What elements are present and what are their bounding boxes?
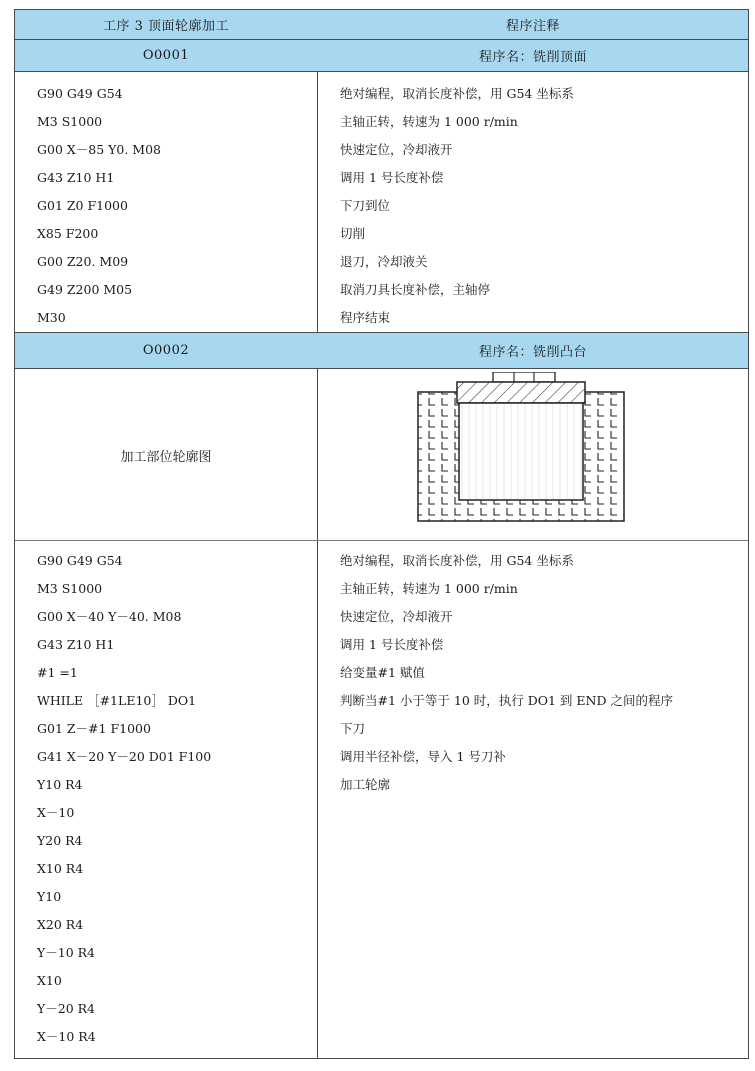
code-comment: 下刀 xyxy=(340,721,366,736)
nc-code: X－10 xyxy=(37,805,75,820)
profile-drawing xyxy=(410,372,630,532)
nc-code: G00 X－40 Y－40. M08 xyxy=(37,609,182,624)
program-1-name: 程序名：铣削顶面 xyxy=(478,50,587,65)
table-row xyxy=(15,855,748,883)
nc-code: G41 X－20 Y－20 D01 F100 xyxy=(37,749,212,764)
table-header xyxy=(15,10,748,39)
nc-code: X20 R4 xyxy=(37,917,84,932)
table-row xyxy=(15,659,748,687)
code-comment: 下刀到位 xyxy=(340,198,391,213)
program-1-header xyxy=(15,40,748,71)
code-comment: 切削 xyxy=(340,226,366,241)
program-2-name: 程序名：铣削凸台 xyxy=(478,345,587,360)
nc-code: X－10 R4 xyxy=(37,1029,96,1044)
nc-code: G49 Z200 M05 xyxy=(37,282,133,297)
rule xyxy=(15,540,748,541)
code-comment: 主轴正转，转速为 1 000 r/min xyxy=(340,114,518,129)
table-row xyxy=(15,799,748,827)
nc-code: Y－10 R4 xyxy=(37,945,95,960)
table-row xyxy=(15,883,748,911)
nc-code: G00 X－85 Y0. M08 xyxy=(37,142,161,157)
table-row xyxy=(15,248,748,276)
table-row xyxy=(15,743,748,771)
code-comment: 调用半径补偿，导入 1 号刀补 xyxy=(340,749,506,764)
nc-code: Y－20 R4 xyxy=(37,1001,95,1016)
table-row xyxy=(15,939,748,967)
table-row xyxy=(15,995,748,1023)
table-row xyxy=(15,164,748,192)
nc-code: X10 R4 xyxy=(37,861,84,876)
nc-code: G90 G49 G54 xyxy=(37,86,123,101)
nc-code: G00 Z20. M09 xyxy=(37,254,129,269)
table-row xyxy=(15,715,748,743)
code-comment: 判断当#1 小于等于 10 时，执行 DO1 到 END 之间的程序 xyxy=(340,693,673,708)
table-row xyxy=(15,967,748,995)
program-2-number: O0002 xyxy=(142,343,190,358)
nc-code: M3 S1000 xyxy=(37,114,103,129)
table-row xyxy=(15,687,748,715)
header-comment: 程序注释 xyxy=(505,19,560,34)
rule xyxy=(15,368,748,369)
table-row xyxy=(15,827,748,855)
program-2-header xyxy=(15,333,748,368)
code-comment: 绝对编程，取消长度补偿，用 G54 坐标系 xyxy=(340,553,574,568)
nc-code: WHILE ［#1LE10］ DO1 xyxy=(37,693,197,708)
table-row xyxy=(15,192,748,220)
nc-code: G43 Z10 H1 xyxy=(37,170,115,185)
nc-code: X85 F200 xyxy=(37,226,99,241)
program-table xyxy=(14,9,749,1059)
table-row xyxy=(15,136,748,164)
top-boss xyxy=(493,372,555,382)
table-row xyxy=(15,304,748,332)
nc-code: G01 Z0 F1000 xyxy=(37,198,128,213)
nc-code: X10 xyxy=(37,973,62,988)
nc-code: M3 S1000 xyxy=(37,581,103,596)
table-row xyxy=(15,575,748,603)
table-row xyxy=(15,220,748,248)
table-row xyxy=(15,108,748,136)
code-comment: 调用 1 号长度补偿 xyxy=(340,170,444,185)
program-1-number: O0001 xyxy=(142,48,190,63)
nc-code: Y10 xyxy=(37,889,62,904)
table-row xyxy=(15,631,748,659)
code-comment: 程序结束 xyxy=(340,310,391,325)
code-comment: 主轴正转，转速为 1 000 r/min xyxy=(340,581,518,596)
code-comment: 给变量#1 赋值 xyxy=(340,665,425,680)
table-row xyxy=(15,603,748,631)
code-comment: 取消刀具长度补偿，主轴停 xyxy=(340,282,491,297)
figure-label: 加工部位轮廓图 xyxy=(120,449,212,465)
table-row xyxy=(15,276,748,304)
code-comment: 加工轮廓 xyxy=(340,777,391,792)
table-row xyxy=(15,1023,748,1051)
nc-code: G01 Z－#1 F1000 xyxy=(37,721,151,736)
table-row xyxy=(15,547,748,575)
header-process: 工序 3 顶面轮廓加工 xyxy=(102,19,230,34)
table-row xyxy=(15,911,748,939)
table-row xyxy=(15,80,748,108)
code-comment: 快速定位，冷却液开 xyxy=(340,609,453,624)
nc-code: M30 xyxy=(37,310,66,325)
nc-code: Y10 R4 xyxy=(37,777,83,792)
nc-code: Y20 R4 xyxy=(37,833,83,848)
nc-code: G90 G49 G54 xyxy=(37,553,123,568)
rule xyxy=(15,71,748,72)
code-comment: 退刀，冷却液关 xyxy=(340,254,428,269)
code-comment: 绝对编程，取消长度补偿，用 G54 坐标系 xyxy=(340,86,574,101)
nc-code: G43 Z10 H1 xyxy=(37,637,115,652)
code-comment: 快速定位，冷却液开 xyxy=(340,142,453,157)
code-comment: 调用 1 号长度补偿 xyxy=(340,637,444,652)
nc-code: #1 =1 xyxy=(37,665,78,680)
table-row xyxy=(15,771,748,799)
